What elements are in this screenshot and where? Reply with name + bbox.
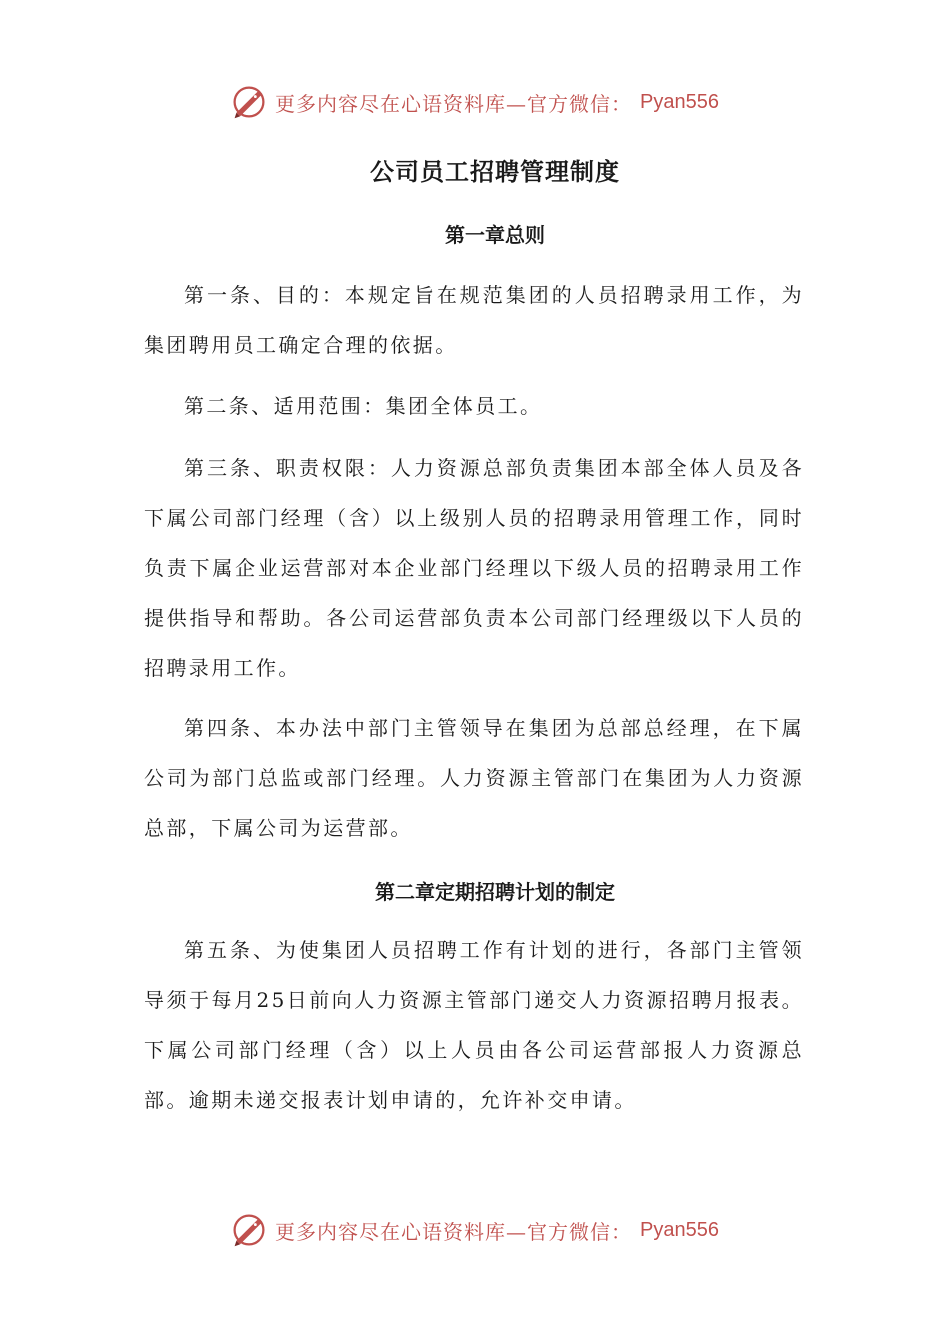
banner-wechat-id: Pyan556: [640, 1218, 719, 1241]
article-paragraph: 第一条、目的：本规定旨在规范集团的人员招聘录用工作，为集团聘用员工确定合理的依据。: [144, 283, 804, 357]
banner-text: 更多内容尽在心语资料库—官方微信：: [275, 1219, 633, 1244]
article-paragraph: 第二条、适用范围：集团全体员工。: [184, 394, 543, 418]
banner-text: 更多内容尽在心语资料库—官方微信：: [275, 91, 633, 116]
document-title: 公司员工招聘管理制度: [370, 157, 620, 186]
article-paragraph: 第三条、职责权限：人力资源总部负责集团本部全体人员及各下属公司部门经理（含）以上级别人员的招聘录用管理工作，同时负责下属企业运营部对本企业部门经理以下级人员的招聘录用工作提供指导和帮助。各公司运营部负责本公司部门经理级以下人员的招聘录用工作。: [144, 456, 804, 680]
footer-banner: [0, 1208, 950, 1252]
pen-logo-icon: [231, 84, 267, 120]
article-paragraph: 第四条、本办法中部门主管领导在集团为总部总经理，在下属公司为部门总监或部门经理。人力资源主管部门在集团为人力资源总部，下属公司为运营部。: [144, 716, 804, 840]
chapter-heading: 第一章总则: [445, 223, 545, 247]
header-banner: [0, 80, 950, 124]
pen-logo-icon: [231, 1212, 267, 1248]
banner-wechat-id: Pyan556: [640, 90, 719, 113]
article-paragraph: 第五条、为使集团人员招聘工作有计划的进行，各部门主管领导须于每月25日前向人力资源主管部门递交人力资源招聘月报表。下属公司部门经理（含）以上人员由各公司运营部报人力资源总部。逾期未递交报表计划申请的，允许补交申请。: [144, 938, 804, 1112]
chapter-heading: 第二章定期招聘计划的制定: [375, 880, 615, 904]
